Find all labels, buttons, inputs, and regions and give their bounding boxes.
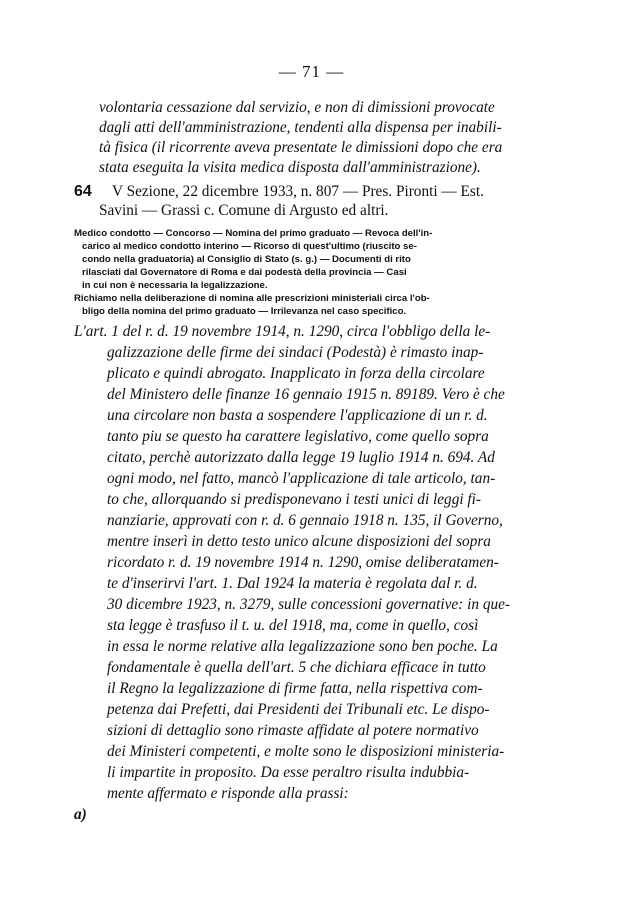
page-number: — 71 — (278, 62, 345, 81)
summary-line: rilasciati dal Governatore di Roma e dai podestà della provincia — Casi (82, 267, 407, 278)
body-line: del Ministero delle finanze 16 gennaio 1915 n. 89189. Vero è che (107, 386, 505, 403)
intro-line: tà fisica (il ricorrente aveva presentate le dimissioni dopo che era (99, 139, 503, 156)
body-line: mente affermato e risponde alla prassi: (107, 785, 349, 802)
case-line-1: V Sezione, 22 dicembre 1933, n. 807 — Pres. Pironti — Est. (112, 183, 484, 200)
intro-line: stata eseguita la visita medica disposta dall'amministrazione). (99, 159, 481, 176)
body-line: tanto piu se questo ha carattere legislativo, come quello sopra (107, 428, 489, 445)
body-line: nanziarie, approvati con r. d. 6 gennaio 1918 n. 135, il Governo, (107, 512, 503, 529)
case-number: 64 (74, 183, 92, 200)
summary-line: carico al medico condotto interino — Ricorso di quest'ultimo (riuscito se- (82, 241, 417, 252)
summary-line: Richiamo nella deliberazione di nomina alle prescrizioni ministeriali circa l'ob- (74, 293, 430, 304)
body-line: to che, allorquando si predisponevano i testi unici di leggi fi- (107, 491, 482, 508)
body-line: li impartite in proposito. Da esse peraltro risulta indubbia- (107, 764, 470, 781)
body-line: petenza dai Prefetti, dai Presidenti dei Tribunali etc. Le dispo- (107, 701, 490, 718)
body-line: ogni modo, nel fatto, mancò l'applicazione di tale articolo, tan- (107, 470, 496, 487)
body-line: in essa le norme relative alla legalizzazione sono ben poche. La (107, 638, 498, 655)
body-line: fondamentale è quella dell'art. 5 che dichiara efficace in tutto (107, 659, 486, 676)
body-line: plicato e quindi abrogato. Inapplicato in forza della circolare (107, 365, 485, 382)
body-line: 30 dicembre 1923, n. 3279, sulle concessioni governative: in que- (107, 596, 511, 613)
body-line: L'art. 1 del r. d. 19 novembre 1914, n. 1290, circa l'obbligo della le- (74, 323, 491, 340)
intro-line: volontaria cessazione dal servizio, e non di dimissioni provocate (99, 99, 495, 116)
body-line: mentre inserì in detto testo unico alcune disposizioni del sopra (107, 533, 491, 550)
intro-line: dagli atti dell'amministrazione, tendenti alla dispensa per inabili- (99, 119, 502, 136)
summary-line: condo nella graduatoria) al Consiglio di Stato (s. g.) — Documenti di rito (82, 254, 411, 265)
body-line: sizioni di dettaglio sono rimaste affidate al potere normativo (107, 722, 479, 739)
list-item-label: a) (74, 806, 87, 823)
body-line: citato, perchè autorizzato dalla legge 19 luglio 1914 n. 694. Ad (107, 449, 495, 466)
body-line: una circolare non basta a sospendere l'applicazione di un r. d. (107, 407, 488, 424)
body-line: ricordato r. d. 19 novembre 1914 n. 1290, omise deliberatamen- (107, 554, 499, 571)
body-line: sta legge è trasfuso il t. u. del 1918, ma, come in quello, così (107, 617, 479, 634)
body-line: dei Ministeri competenti, e molte sono le disposizioni ministeria- (107, 743, 505, 760)
body-line: galizzazione delle firme dei sindaci (Podestà) è rimasto inap- (107, 344, 484, 361)
summary-line: bligo della nomina del primo graduato — Irrilevanza nel caso specifico. (82, 306, 407, 317)
summary-line: Medico condotto — Concorso — Nomina del primo graduato — Revoca dell'in- (74, 228, 433, 239)
summary-line: in cui non è necessaria la legalizzazione. (82, 280, 268, 291)
case-line-2: Savini — Grassi c. Comune di Argusto ed altri. (99, 202, 389, 219)
body-line: te d'inserirvi l'art. 1. Dal 1924 la materia è regolata dal r. d. (107, 575, 478, 592)
body-line: il Regno la legalizzazione di firme fatta, nella rispettiva com- (107, 680, 483, 697)
